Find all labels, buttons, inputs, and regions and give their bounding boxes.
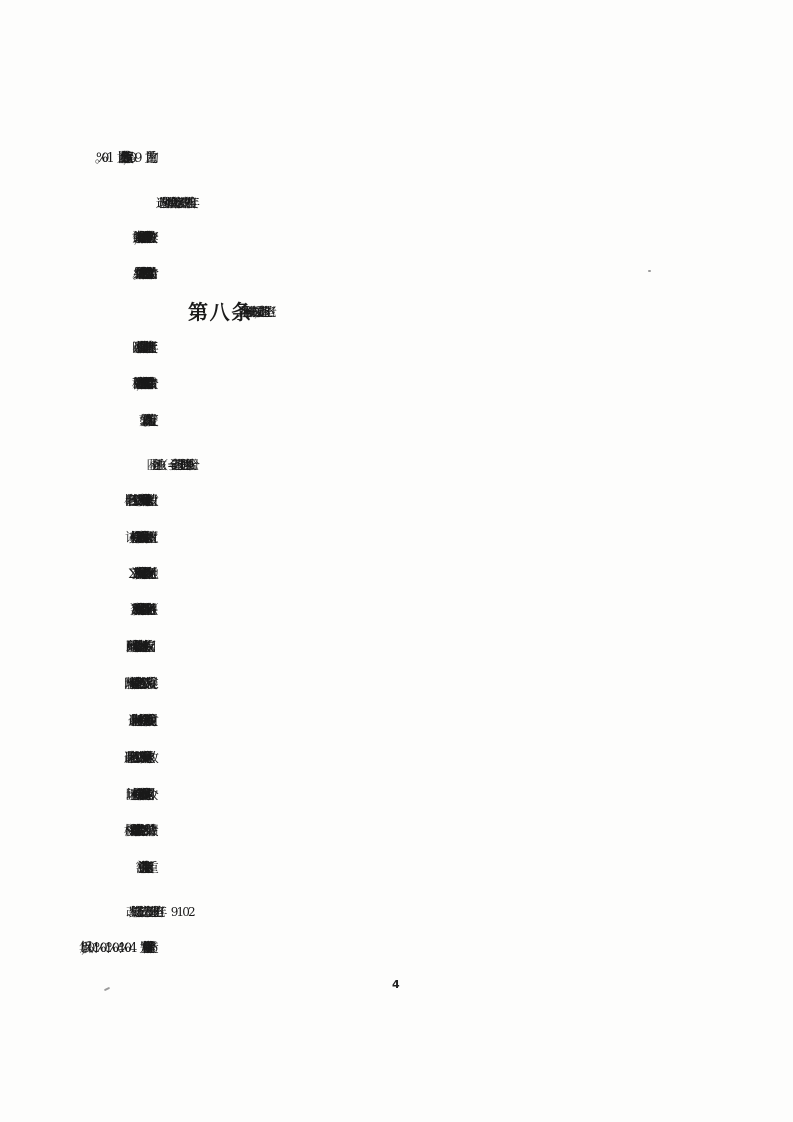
article-label: 第八条 — [188, 300, 253, 324]
formula-line-5 — [146, 598, 793, 624]
formula-line-1 — [188, 452, 793, 478]
formula-line-12 — [146, 856, 793, 882]
body-line-4 — [146, 262, 793, 288]
scan-speck — [648, 270, 651, 272]
body-line-8 — [146, 409, 793, 435]
body-line-7 — [146, 372, 793, 398]
body-line-9 — [188, 899, 793, 925]
body-line-10 — [146, 936, 793, 962]
formula-line-9 — [146, 746, 793, 772]
body-line-1 — [146, 146, 793, 172]
body-line-5 — [265, 299, 793, 325]
body-line-2 — [188, 190, 793, 216]
page-number: 4 — [392, 978, 400, 991]
scan-speck — [104, 987, 110, 991]
formula-line-8 — [146, 709, 793, 735]
formula-line-3 — [146, 526, 793, 552]
body-line-3 — [146, 226, 793, 252]
formula-line-6 — [146, 635, 793, 661]
formula-line-10 — [146, 783, 793, 809]
formula-line-2 — [146, 489, 793, 515]
formula-line-11 — [146, 819, 793, 845]
formula-line-7 — [146, 672, 793, 698]
body-line-6 — [146, 336, 793, 362]
formula-line-4 — [146, 562, 793, 588]
